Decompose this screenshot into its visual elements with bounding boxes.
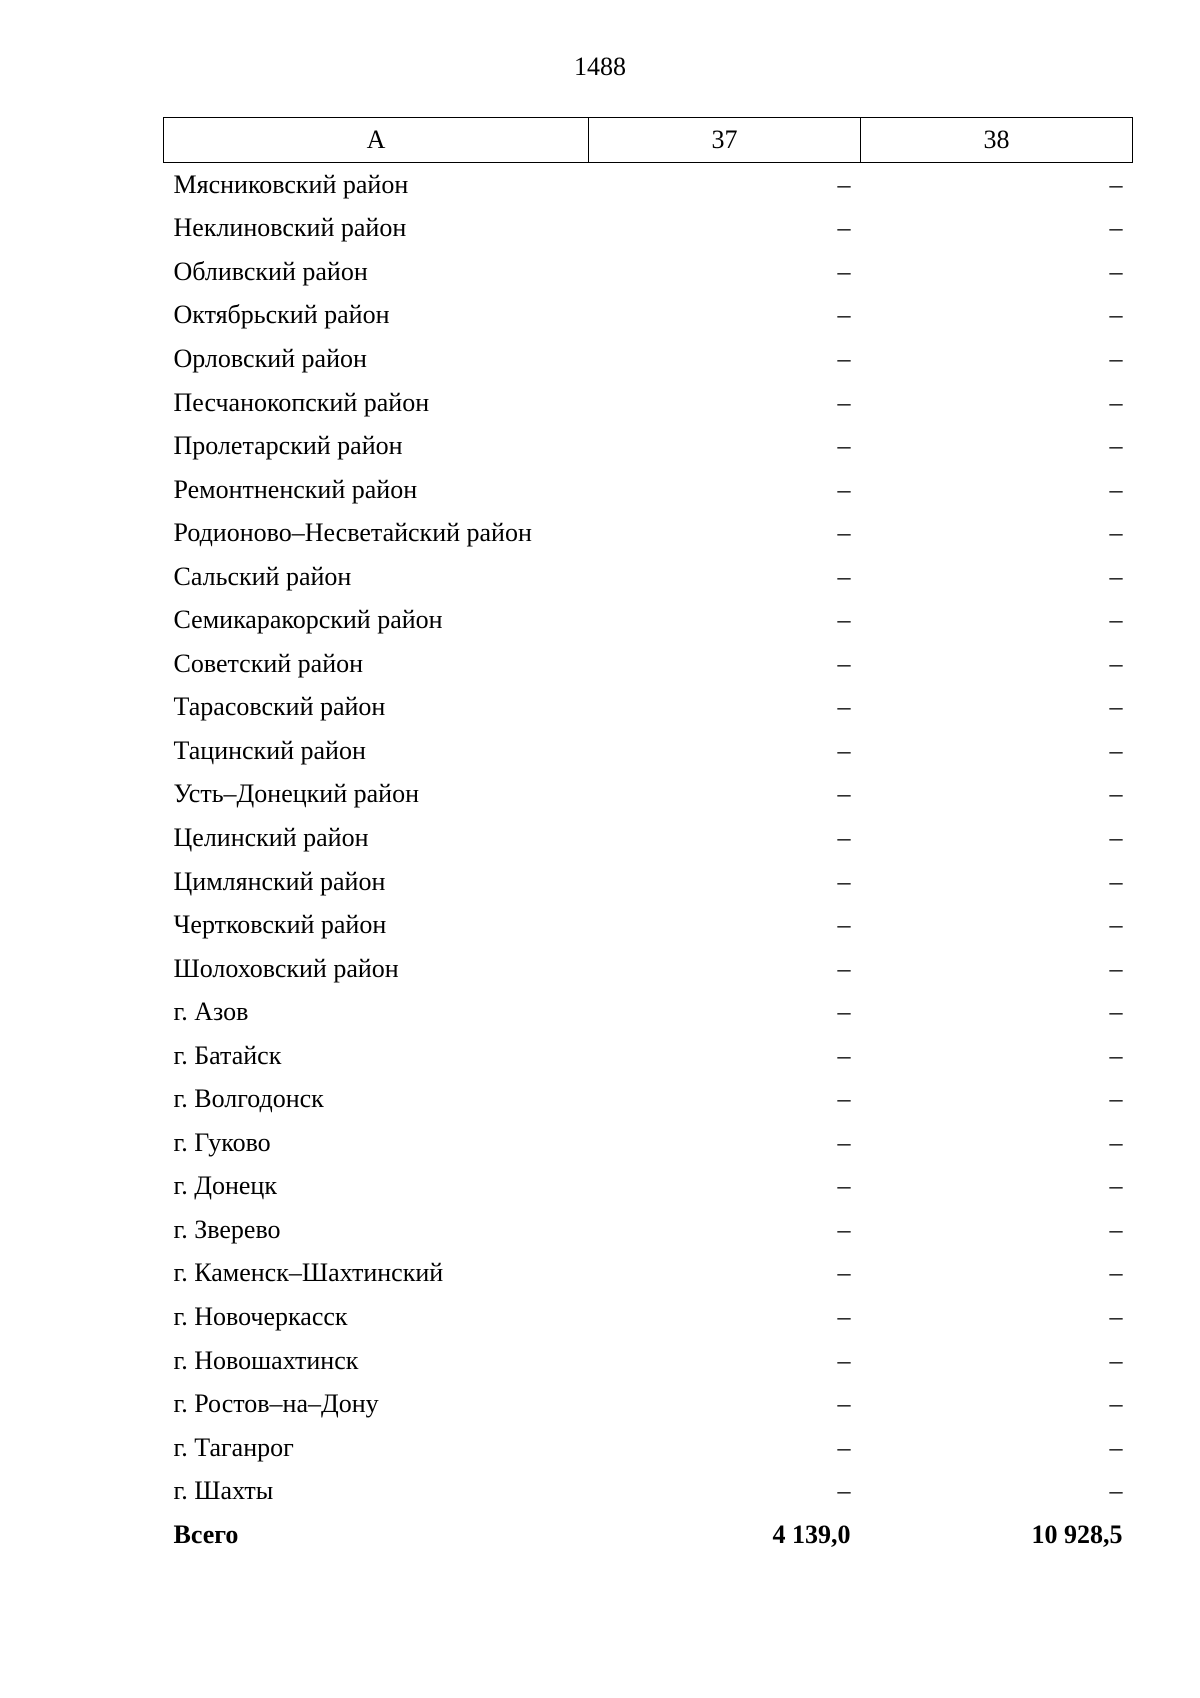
row-value-38: – <box>1109 1345 1123 1375</box>
row-value-38: – <box>1109 1171 1123 1201</box>
row-name: Песчанокопский район <box>173 387 430 417</box>
row-value-37: – <box>837 387 851 417</box>
row-value-38: – <box>1109 822 1123 852</box>
row-value-38: – <box>1109 1301 1123 1331</box>
row-name: г. Гуково <box>173 1127 271 1157</box>
row-name: г. Зверево <box>173 1214 281 1244</box>
row-value-38: – <box>1109 605 1123 635</box>
row-value-38: – <box>1109 1127 1123 1157</box>
row-value-38: – <box>1109 343 1123 373</box>
header-row <box>164 118 1133 163</box>
row-value-38: – <box>1109 1214 1123 1244</box>
row-value-38: – <box>1109 169 1123 199</box>
row-value-37: – <box>837 822 851 852</box>
table-row <box>164 511 1133 555</box>
table-row <box>164 1121 1133 1165</box>
table-row <box>164 337 1133 381</box>
table-row <box>164 903 1133 947</box>
row-name: Орловский район <box>173 343 367 373</box>
table-row <box>164 947 1133 991</box>
row-value-38: – <box>1109 213 1123 243</box>
row-value-37: – <box>837 169 851 199</box>
row-name: Мясниковский район <box>173 169 409 199</box>
table-row <box>164 1382 1133 1426</box>
row-value-38: – <box>1109 779 1123 809</box>
row-value-37: – <box>837 1084 851 1114</box>
row-name: г. Таганрог <box>173 1432 294 1462</box>
row-name: Сальский район <box>173 561 352 591</box>
row-name: Целинский район <box>173 822 369 852</box>
row-name: Октябрьский район <box>173 300 390 330</box>
table-row <box>164 1469 1133 1513</box>
row-value-38: – <box>1109 300 1123 330</box>
table-row <box>164 773 1133 817</box>
row-value-38: – <box>1109 561 1123 591</box>
row-name: г. Новочеркасск <box>173 1301 348 1331</box>
row-value-37: – <box>837 1258 851 1288</box>
row-name: г. Шахты <box>173 1476 274 1506</box>
row-value-37: – <box>837 1127 851 1157</box>
total-row <box>164 1513 1133 1557</box>
table-row <box>164 990 1133 1034</box>
row-value-37: – <box>837 1301 851 1331</box>
data-table <box>163 117 1133 1557</box>
row-value-38: – <box>1109 1258 1123 1288</box>
row-value-37: – <box>837 474 851 504</box>
row-name: Шолоховский район <box>173 953 399 983</box>
row-name: г. Донецк <box>173 1171 277 1201</box>
row-value-37: – <box>837 866 851 896</box>
row-value-37: – <box>837 256 851 286</box>
total-value-37: 4 139,0 <box>772 1519 851 1549</box>
row-value-37: – <box>837 953 851 983</box>
row-value-37: – <box>837 997 851 1027</box>
row-value-37: – <box>837 561 851 591</box>
table-body <box>164 163 1133 1557</box>
row-name: Тацинский район <box>173 735 366 765</box>
header-cell-37: 37 <box>589 118 861 163</box>
table-row <box>164 1339 1133 1383</box>
row-value-37: – <box>837 518 851 548</box>
row-value-37: – <box>837 1345 851 1375</box>
row-name: г. Батайск <box>173 1040 282 1070</box>
table-row <box>164 816 1133 860</box>
row-value-38: – <box>1109 648 1123 678</box>
row-value-38: – <box>1109 1084 1123 1114</box>
row-value-37: – <box>837 431 851 461</box>
table-row <box>164 1295 1133 1339</box>
table-header <box>164 118 1133 163</box>
table-row <box>164 381 1133 425</box>
row-value-37: – <box>837 1040 851 1070</box>
row-value-37: – <box>837 648 851 678</box>
table-row <box>164 1165 1133 1209</box>
row-name: Чертковский район <box>173 910 387 940</box>
row-name: Семикаракорский район <box>173 605 443 635</box>
table-row <box>164 424 1133 468</box>
row-value-38: – <box>1109 387 1123 417</box>
row-value-38: – <box>1109 692 1123 722</box>
row-value-37: – <box>837 1432 851 1462</box>
row-value-37: – <box>837 605 851 635</box>
table-row <box>164 250 1133 294</box>
row-name: Цимлянский район <box>173 866 386 896</box>
row-name: Родионово–Несветайский район <box>173 518 532 548</box>
table-row <box>164 207 1133 251</box>
table-row <box>164 686 1133 730</box>
header-cell-38: 38 <box>861 118 1133 163</box>
row-name: г. Каменск–Шахтинский <box>173 1258 444 1288</box>
page-number: 1488 <box>574 52 626 81</box>
table-row <box>164 598 1133 642</box>
row-value-38: – <box>1109 1476 1123 1506</box>
row-value-37: – <box>837 213 851 243</box>
row-value-38: – <box>1109 1389 1123 1419</box>
row-value-37: – <box>837 1214 851 1244</box>
total-value-38: 10 928,5 <box>1031 1519 1123 1549</box>
table-row <box>164 1077 1133 1121</box>
table-row <box>164 1426 1133 1470</box>
row-value-37: – <box>837 779 851 809</box>
row-name: Усть–Донецкий район <box>173 779 419 809</box>
row-value-38: – <box>1109 735 1123 765</box>
row-name: Обливский район <box>173 256 368 286</box>
table-row <box>164 729 1133 773</box>
row-name: г. Азов <box>173 997 249 1027</box>
row-value-38: – <box>1109 256 1123 286</box>
row-value-37: – <box>837 1476 851 1506</box>
row-value-37: – <box>837 692 851 722</box>
table-row <box>164 860 1133 904</box>
row-value-38: – <box>1109 1040 1123 1070</box>
header-cell-a: А <box>164 118 589 163</box>
row-value-38: – <box>1109 431 1123 461</box>
row-value-37: – <box>837 1171 851 1201</box>
row-value-37: – <box>837 910 851 940</box>
row-value-38: – <box>1109 866 1123 896</box>
row-value-38: – <box>1109 474 1123 504</box>
table-row <box>164 468 1133 512</box>
row-value-37: – <box>837 1389 851 1419</box>
row-name: г. Ростов–на–Дону <box>173 1389 379 1419</box>
row-value-37: – <box>837 343 851 373</box>
row-name: Пролетарский район <box>173 431 403 461</box>
table-row <box>164 1208 1133 1252</box>
row-name: г. Волгодонск <box>173 1084 324 1114</box>
row-value-37: – <box>837 735 851 765</box>
table-row <box>164 642 1133 686</box>
row-value-38: – <box>1109 997 1123 1027</box>
row-name: Неклиновский район <box>173 213 407 243</box>
table-row <box>164 163 1133 207</box>
row-value-38: – <box>1109 1432 1123 1462</box>
table-row <box>164 1034 1133 1078</box>
row-value-38: – <box>1109 518 1123 548</box>
row-name: г. Новошахтинск <box>173 1345 359 1375</box>
total-label: Всего <box>173 1519 239 1549</box>
row-value-38: – <box>1109 910 1123 940</box>
row-value-37: – <box>837 300 851 330</box>
table-row <box>164 555 1133 599</box>
row-name: Ремонтненский район <box>173 474 418 504</box>
row-name: Советский район <box>173 648 364 678</box>
table-row <box>164 294 1133 338</box>
row-value-38: – <box>1109 953 1123 983</box>
table-row <box>164 1252 1133 1296</box>
row-name: Тарасовский район <box>173 692 386 722</box>
